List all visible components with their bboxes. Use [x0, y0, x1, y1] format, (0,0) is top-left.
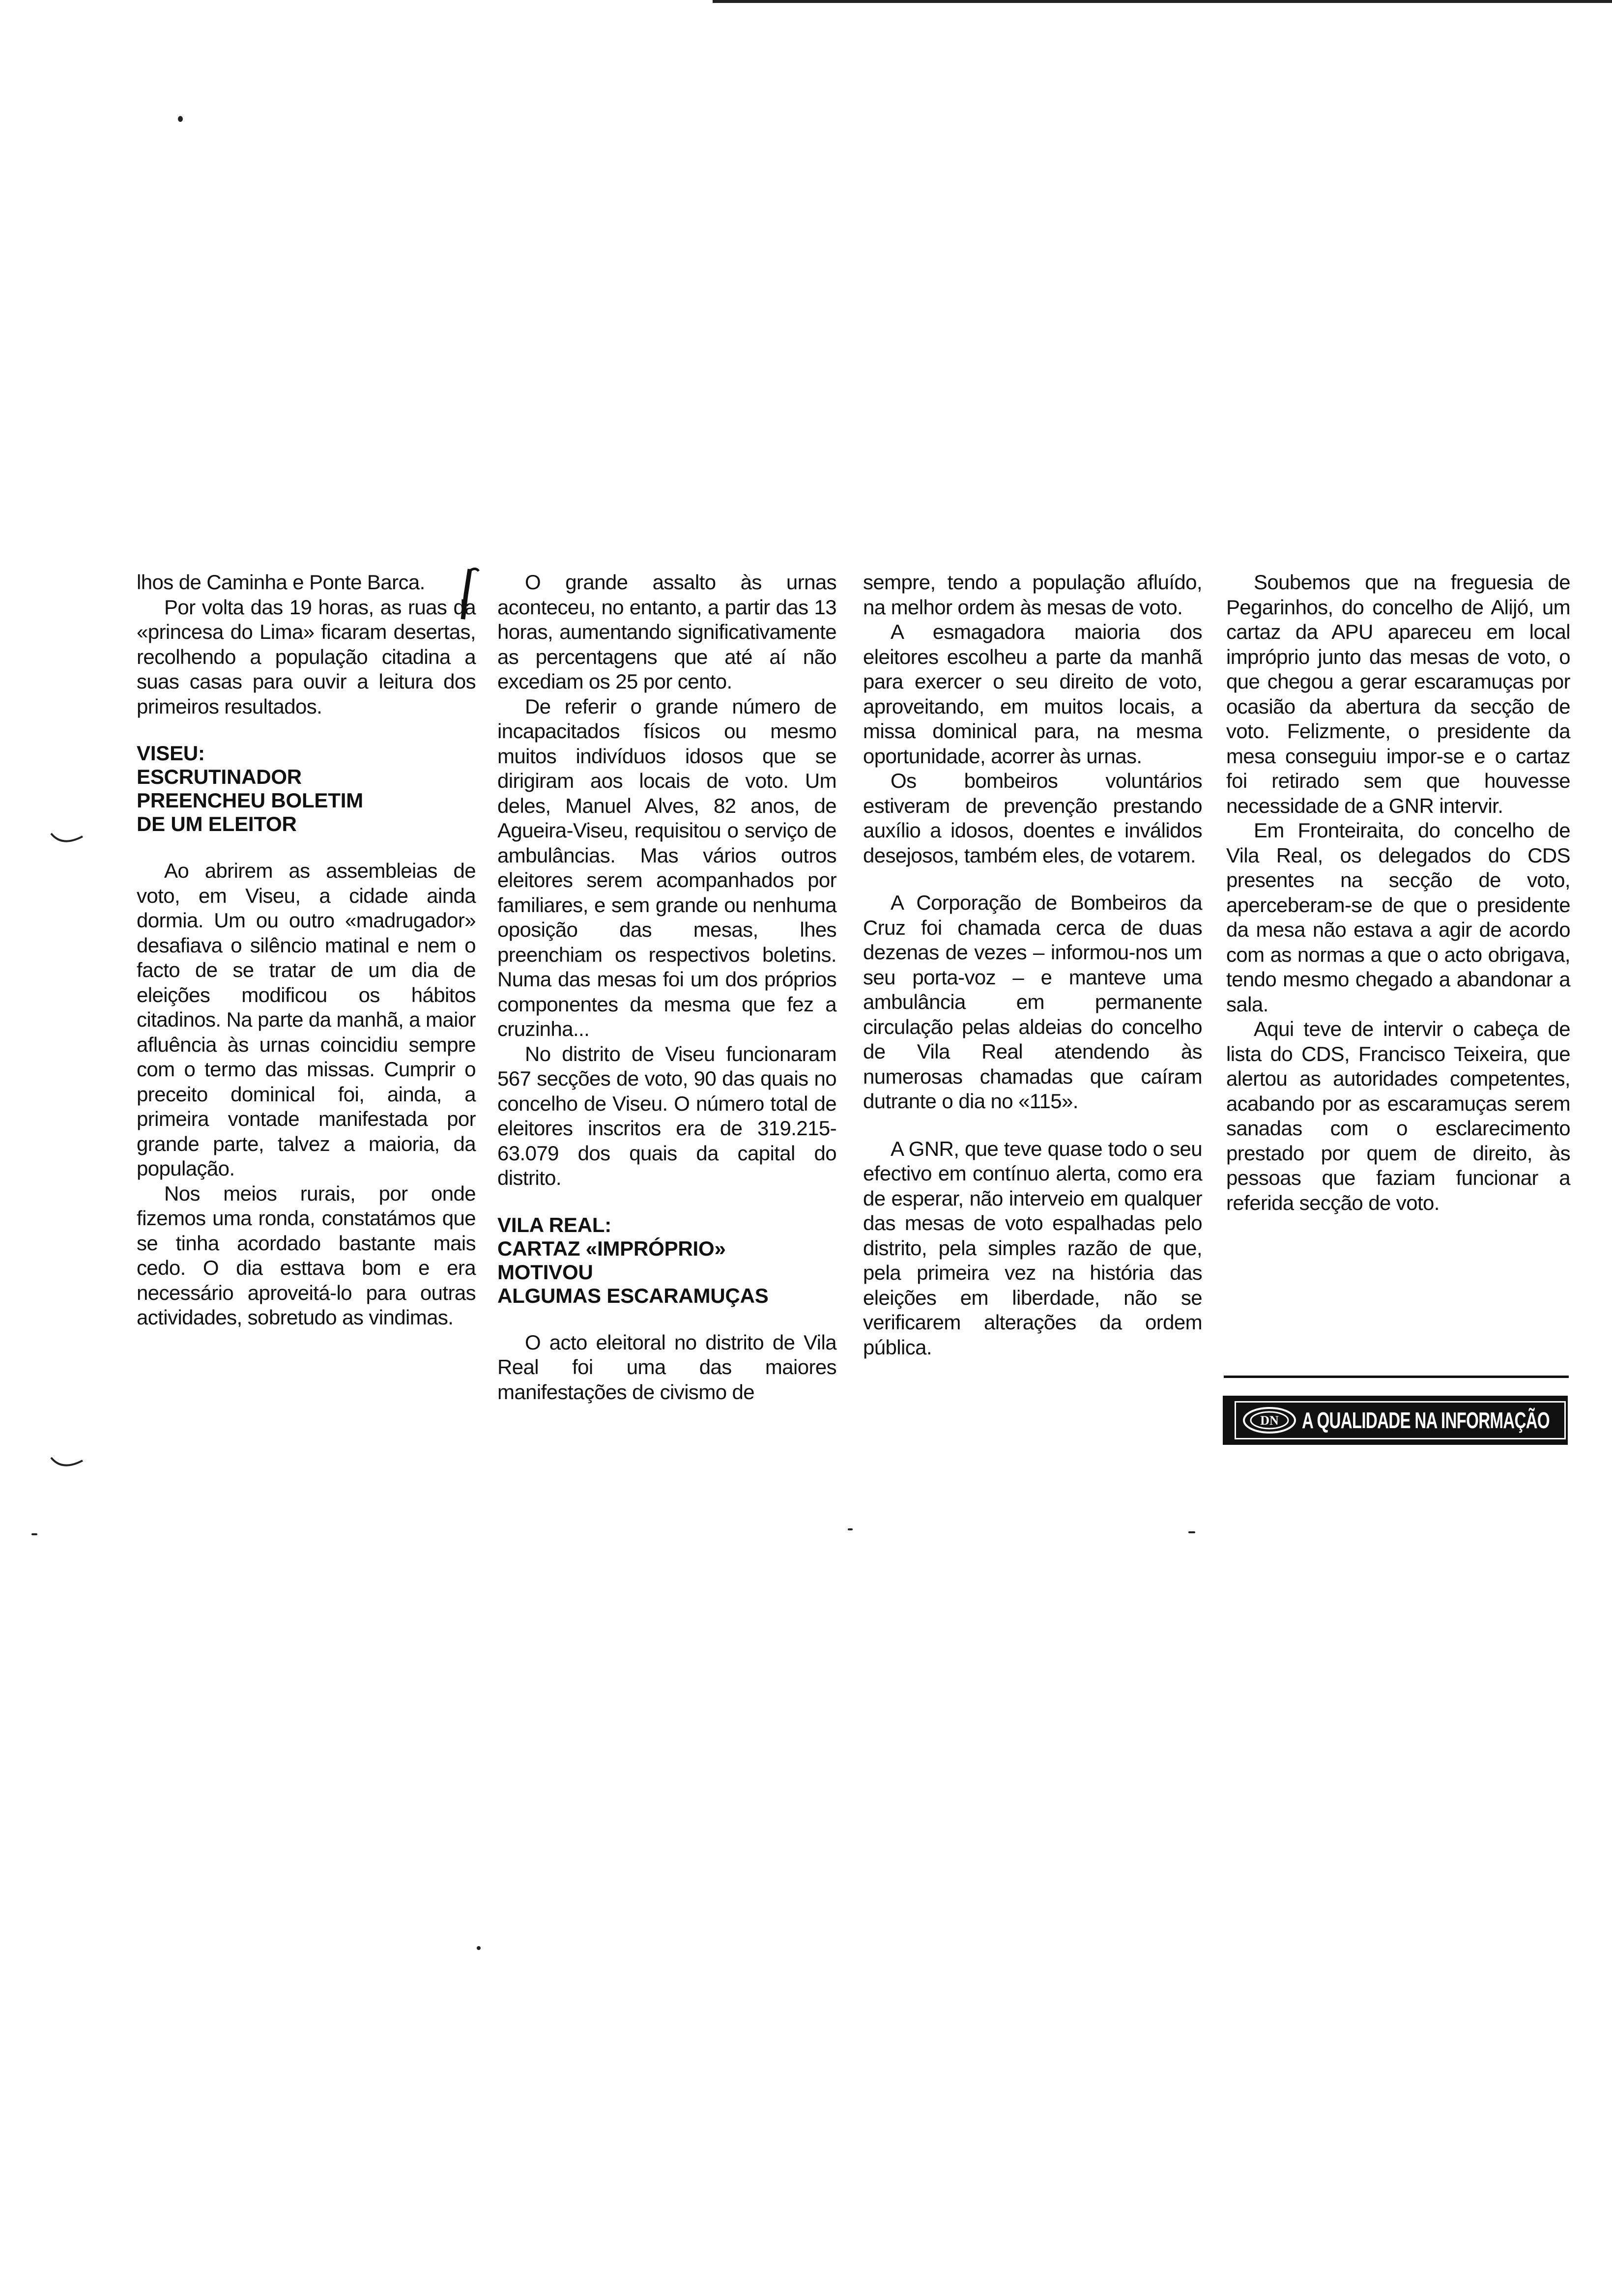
paragraph: O grande assalto às urnas aconteceu, no entanto, a partir das 13 horas, aumentando significativamente as percentagens que até aí não excediam os 25 por cento.: [497, 571, 836, 693]
section-heading-vila-real: [497, 1213, 836, 1308]
logo-frame: [1235, 1401, 1566, 1439]
article-column-2: [497, 570, 836, 1405]
paragraph: Por volta das 19 horas, as ruas da «princesa do Lima» ficaram desertas, recolhendo a população citadina a suas casas para ouvir a leitura dos primeiros resultados.: [137, 595, 476, 718]
paragraph: No distrito de Viseu funcionaram 567 secções de voto, 90 das quais no concelho de Viseu. O número total de eleitores inscritos era de 319.215-63.079 dos quais da capital do distrito.: [497, 1042, 836, 1189]
heading-line: CARTAZ «IMPRÓPRIO»: [497, 1236, 726, 1260]
paragraph: O acto eleitoral no distrito de Vila Real foi uma das maiores manifestações de civismo de: [497, 1330, 836, 1404]
ink-speck: [1188, 1531, 1195, 1533]
margin-punch-mark: [49, 1455, 85, 1472]
heading-line: MOTIVOU: [497, 1260, 593, 1284]
article-column-3: [863, 570, 1202, 1360]
newspaper-brand-logo: [1223, 1396, 1568, 1445]
heading-line: ALGUMAS ESCARAMUÇAS: [497, 1284, 769, 1307]
paragraph: Aqui teve de intervir o cabeça de lista do CDS, Francisco Teixeira, que alertou as autoridades competentes, acabando por as escaramuças serem sanadas com o esclarecimento prestado por quem de direito, às pessoas que faziam funcionar a referida secção de voto.: [1226, 1017, 1570, 1214]
heading-line: VILA REAL:: [497, 1213, 612, 1236]
logo-mark-text: DN: [1260, 1413, 1279, 1428]
heading-line: PREENCHEU BOLETIM: [137, 789, 363, 812]
margin-punch-mark: [49, 831, 85, 848]
heading-line: ESCRUTINADOR: [137, 765, 302, 788]
article-column-4: [1226, 570, 1570, 1215]
ink-speck: [178, 116, 183, 122]
ink-speck: [477, 1946, 481, 1950]
paragraph: sempre, tendo a população afluído, na melhor ordem às mesas de voto.: [863, 571, 1202, 619]
paragraph: Nos meios rurais, por onde fizemos uma ronda, constatámos que se tinha acordado bastante mais cedo. O dia esttava bom e era necessário aproveitá-lo para outras actividades, sobretudo as vindimas.: [137, 1181, 476, 1329]
paragraph: De referir o grande número de incapacitados físicos ou mesmo muitos indivíduos idosos que se dirigiram aos locais de voto. Um deles, Manuel Alves, 82 anos, de Agueira-Viseu, requisitou o serviço de ambulâncias. Mas vários outros eleitores serem acompanhados por familiares, e sem grande ou nenhuma oposição das mesas, lhes preenchiam os respectivos boletins. Numa das mesas foi um dos próprios componentes da mesma que fez a cruzinha...: [497, 694, 836, 1040]
paragraph: A esmagadora maioria dos eleitores escolheu a parte da manhã para exercer o seu direito de voto, aproveitando, em muitos locais, a missa dominical para, na mesma oportunidade, acorrer às urnas.: [863, 620, 1202, 768]
paragraph: A GNR, que teve quase todo o seu efectivo em contínuo alerta, como era de esperar, não interveio em qualquer das mesas de voto espalhadas pelo distrito, pela simples razão de que, pela primeira vez na história das eleições em liberdade, não se verificarem alterações da ordem pública.: [863, 1137, 1202, 1359]
top-border-rule: [713, 0, 1612, 3]
paragraph: lhos de Caminha e Ponte Barca.: [137, 571, 425, 594]
heading-line: VISEU:: [137, 742, 205, 765]
logo-slogan: A QUALIDADE NA INFORMAÇÃO: [1302, 1407, 1550, 1433]
paragraph: Os bombeiros voluntários estiveram de prevenção prestando auxílio a idosos, doentes e inválidos desejosos, também eles, de votarem.: [863, 769, 1202, 867]
ink-speck: [848, 1528, 853, 1530]
brand-divider-rule: [1224, 1376, 1569, 1378]
heading-line: DE UM ELEITOR: [137, 812, 297, 835]
dn-emblem-icon: [1242, 1406, 1297, 1435]
paragraph: Em Fronteiraita, do concelho de Vila Real, os delegados do CDS presentes na secção de voto, aperceberam-se de que o presidente da mesa não estava a agir de acordo com as normas a que o acto obrigava, tendo mesmo chegado a abandonar a sala.: [1226, 819, 1570, 1016]
paragraph: Soubemos que na freguesia de Pegarinhos, do concelho de Alijó, um cartaz da APU apareceu em local impróprio junto das mesas de voto, o que chegou a gerar escaramuças por ocasião da abertura da secção de voto. Felizmente, o presidente da mesa conseguiu impor-se e o cartaz foi retirado sem que houvesse necessidade de a GNR intervir.: [1226, 571, 1570, 817]
paragraph: Ao abrirem as assembleias de voto, em Viseu, a cidade ainda dormia. Um ou outro «madrugador» desafiava o silêncio matinal e nem o facto de se tratar de um dia de eleições modificou os hábitos citadinos. Na parte da manhã, a maior afluência às urnas coincidiu sempre com o termo das missas. Cumprir o preceito dominical foi, ainda, a primeira vontade manifestada por grande parte, talvez a maioria, da população.: [137, 859, 476, 1180]
section-heading-viseu: [137, 742, 476, 836]
paragraph: A Corporação de Bombeiros da Cruz foi chamada cerca de duas dezenas de vezes – informou-nos um seu porta-voz – e manteve uma ambulância em permanente circulação pelas aldeias do concelho de Vila Real atendendo às numerosas chamadas que caíram dutrante o dia no «115».: [863, 891, 1202, 1113]
ink-speck: [31, 1533, 37, 1535]
article-column-1: [137, 570, 476, 1330]
